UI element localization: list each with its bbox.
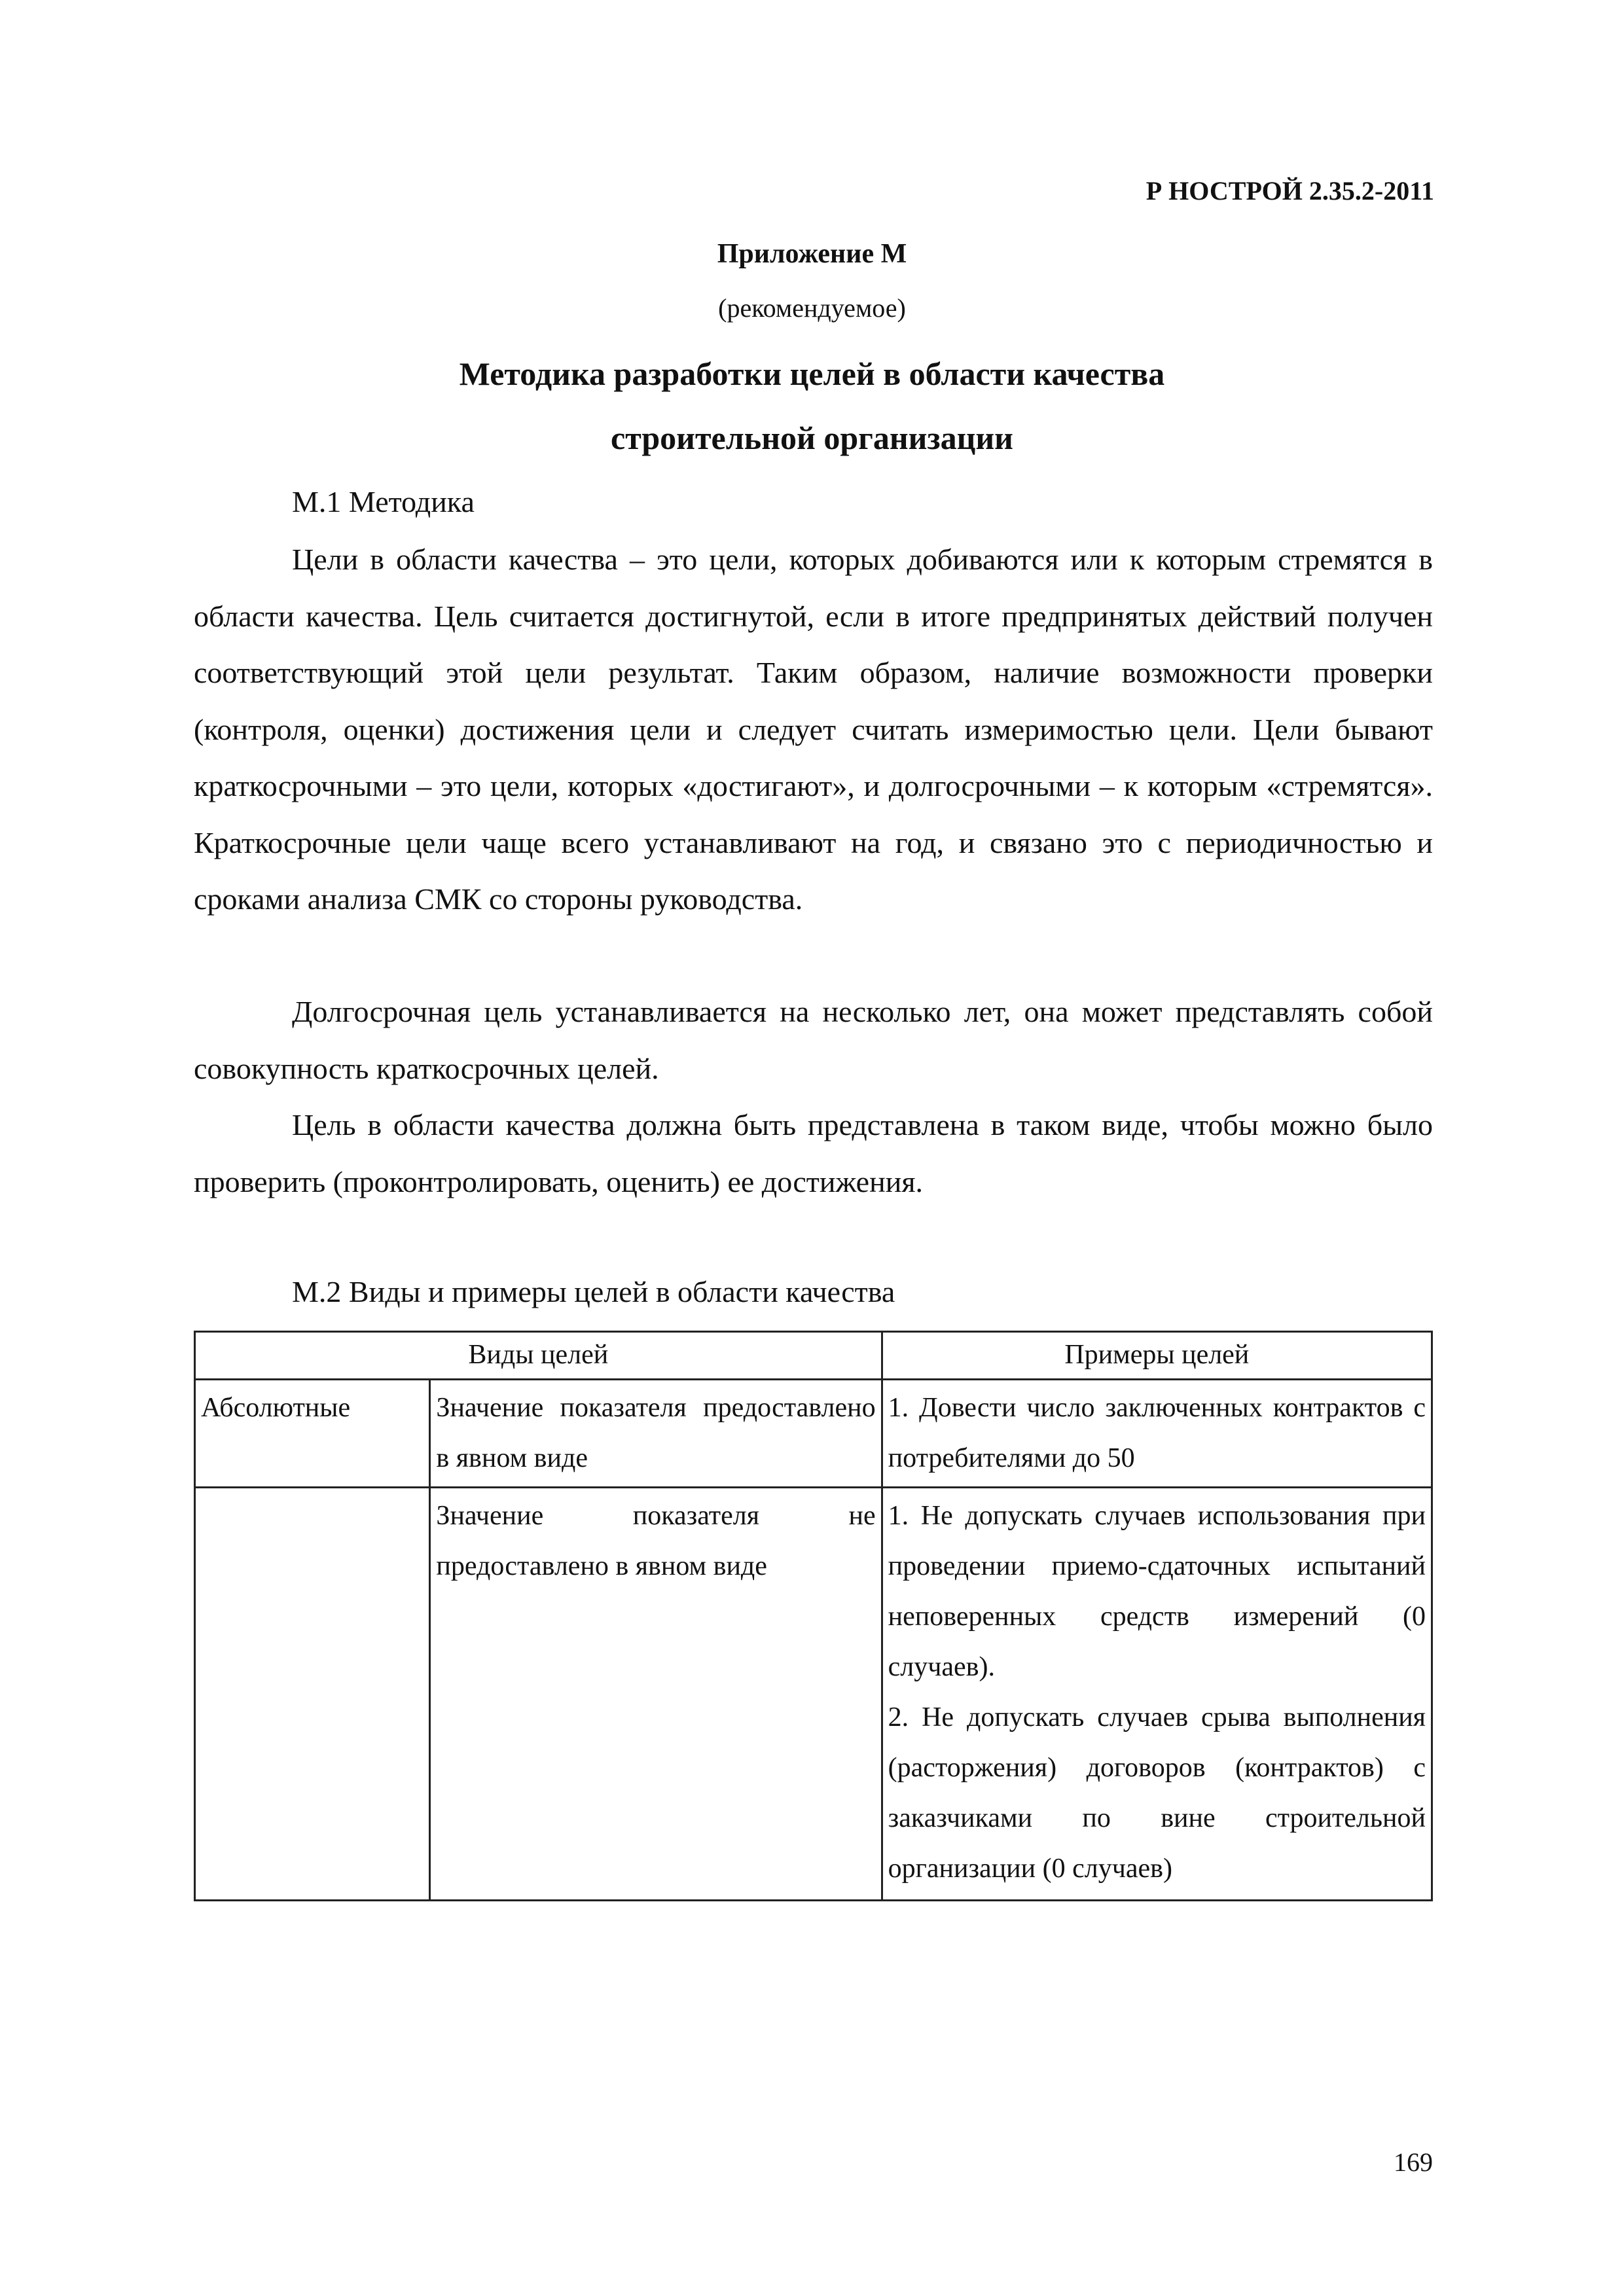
goal-type-cell: Значение показателя не предоставлено в явном виде	[430, 1488, 882, 1901]
table-header-examples: Примеры целей	[882, 1332, 1432, 1380]
table-row	[195, 1380, 1432, 1488]
goal-category-cell: Абсолютные	[195, 1380, 430, 1488]
table-header-types: Виды целей	[195, 1332, 882, 1380]
section-heading-m1: М.1 Методика	[292, 485, 475, 518]
table-row	[195, 1488, 1432, 1901]
main-title-line-2: строительной организации	[611, 420, 1013, 456]
goal-examples-cell: 1. Не допускать случаев использования при проведении приемо-сдаточных испытаний неповеренных средств измерений (0 случаев). 2. Не допускать случаев срыва выполнения (расторжения) договоров (контрактов) с заказчиками по вине строительной организации (0 случаев)	[882, 1488, 1432, 1901]
goal-type-cell: Значение показателя предоставлено в явном виде	[430, 1380, 882, 1488]
goal-examples-cell: 1. Довести число заключенных контрактов с потребителями до 50	[882, 1380, 1432, 1488]
main-title	[0, 342, 1624, 470]
main-title-line-1: Методика разработки целей в области качества	[459, 355, 1165, 392]
page-number: 169	[1394, 2147, 1433, 2177]
paragraph-long-term-goal: Долгосрочная цель устанавливается на несколько лет, она может представлять собой совокупность краткосрочных целей.	[194, 995, 1433, 1085]
document-code: Р НОСТРОЙ 2.35.2-2011	[1146, 176, 1434, 206]
section-heading-m2: М.2 Виды и примеры целей в области качества	[292, 1275, 895, 1308]
goals-table	[194, 1331, 1433, 1901]
table-header-row	[195, 1332, 1432, 1380]
appendix-title: Приложение М	[717, 239, 907, 269]
goal-category-cell	[195, 1488, 430, 1901]
paragraph-goals-definition: Цели в области качества – это цели, которых добиваются или к которым стремятся в области качества. Цель считается достигнутой, если в итоге предпринятых действий получен соответствующий этой цели результат. Таким образом, наличие возможности проверки (контроля, оценки) достижения цели и следует считать измеримостью цели. Цели бывают краткосрочными – это цели, которых «достигают», и долгосрочными – к которым «стремятся». Краткосрочные цели чаще всего устанавливают на год, и связано это с периодичностью и сроками анализа СМК со стороны руководства.	[194, 543, 1433, 916]
paragraph-goal-verification: Цель в области качества должна быть представлена в таком виде, чтобы можно было проверить (проконтролировать, оценить) ее достижения.	[194, 1108, 1433, 1198]
appendix-status: (рекомендуемое)	[718, 293, 906, 323]
